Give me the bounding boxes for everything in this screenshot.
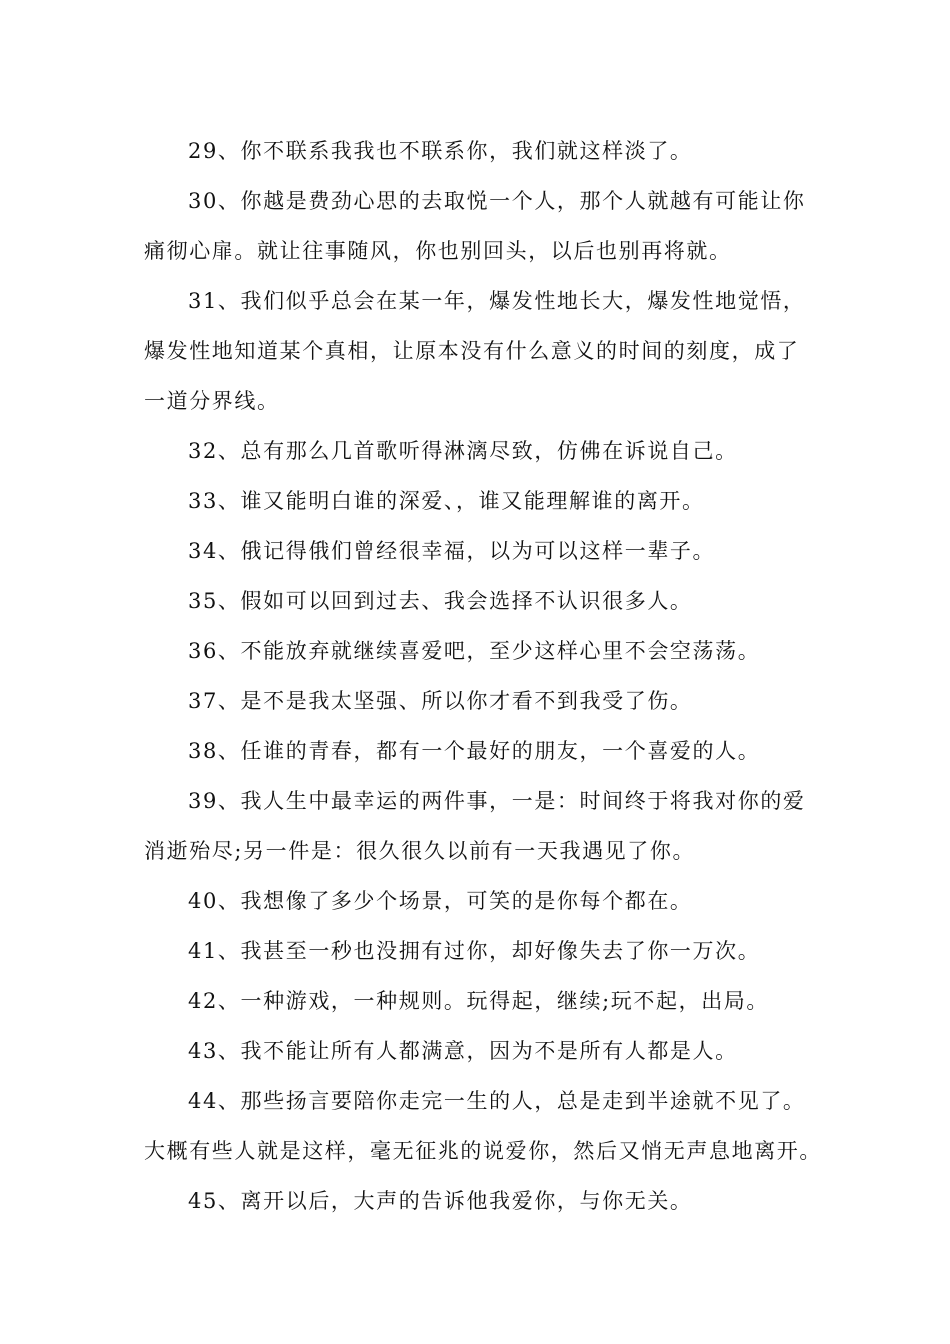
paragraph-31 [144,276,809,426]
paragraph-line: 39、我人生中最幸运的两件事，一是：时间终于将我对你的爱 [188,789,806,813]
paragraph-line: 45、离开以后，大声的告诉他我爱你，与你无关。 [188,1189,693,1213]
paragraph-44 [144,1076,822,1176]
paragraph-42 [144,976,809,1026]
paragraph-line: 31、我们似乎总会在某一年，爆发性地长大，爆发性地觉悟， [188,289,806,313]
paragraph-line: 消逝殆尽;另一件是：很久很久以前有一天我遇见了你。 [144,839,696,863]
paragraph-line: 42、一种游戏，一种规则。玩得起，继续;玩不起，出局。 [188,989,769,1013]
document-body [144,126,822,1226]
paragraph-line: 41、我甚至一秒也没拥有过你，却好像失去了你一万次。 [188,939,761,963]
paragraph-37 [144,676,809,726]
paragraph-36 [144,626,809,676]
paragraph-line: 29、你不联系我我也不联系你，我们就这样淡了。 [188,139,693,163]
paragraph-34 [144,526,809,576]
paragraph-39 [144,776,809,876]
paragraph-line: 44、那些扬言要陪你走完一生的人，总是走到半途就不见了。 [188,1089,806,1113]
paragraph-41 [144,926,809,976]
paragraph-line: 33、谁又能明白谁的深爱、，谁又能理解谁的离开。 [188,489,705,513]
paragraph-33 [144,476,809,526]
paragraph-line: 38、任谁的青春，都有一个最好的朋友，一个喜爱的人。 [188,739,761,763]
paragraph-line: 40、我想像了多少个场景，可笑的是你每个都在。 [188,889,693,913]
paragraph-line: 37、是不是我太坚强、所以你才看不到我受了伤。 [188,689,693,713]
paragraph-line: 43、我不能让所有人都满意，因为不是所有人都是人。 [188,1039,738,1063]
paragraph-line: 痛彻心扉。就让往事随风，你也别回头，以后也别再将就。 [144,239,732,263]
paragraph-line: 30、你越是费劲心思的去取悦一个人，那个人就越有可能让你 [188,189,806,213]
paragraph-35 [144,576,809,626]
paragraph-45 [144,1176,809,1226]
paragraph-line: 35、假如可以回到过去、我会选择不认识很多人。 [188,589,693,613]
paragraph-line: 36、不能放弃就继续喜爱吧，至少这样心里不会空荡荡。 [188,639,761,663]
paragraph-38 [144,726,809,776]
paragraph-43 [144,1026,809,1076]
paragraph-30 [144,176,809,276]
paragraph-line: 大概有些人就是这样，毫无征兆的说爱你，然后又悄无声息地离开。 [144,1139,822,1163]
paragraph-line: 32、总有那么几首歌听得淋漓尽致，仿佛在诉说自己。 [188,439,738,463]
paragraph-29 [144,126,809,176]
paragraph-line: 爆发性地知道某个真相，让原本没有什么意义的时间的刻度，成了 [144,339,800,363]
paragraph-line: 一道分界线。 [144,389,280,413]
paragraph-32 [144,426,809,476]
paragraph-line: 34、俄记得俄们曾经很幸福，以为可以这样一辈子。 [188,539,716,563]
paragraph-40 [144,876,809,926]
